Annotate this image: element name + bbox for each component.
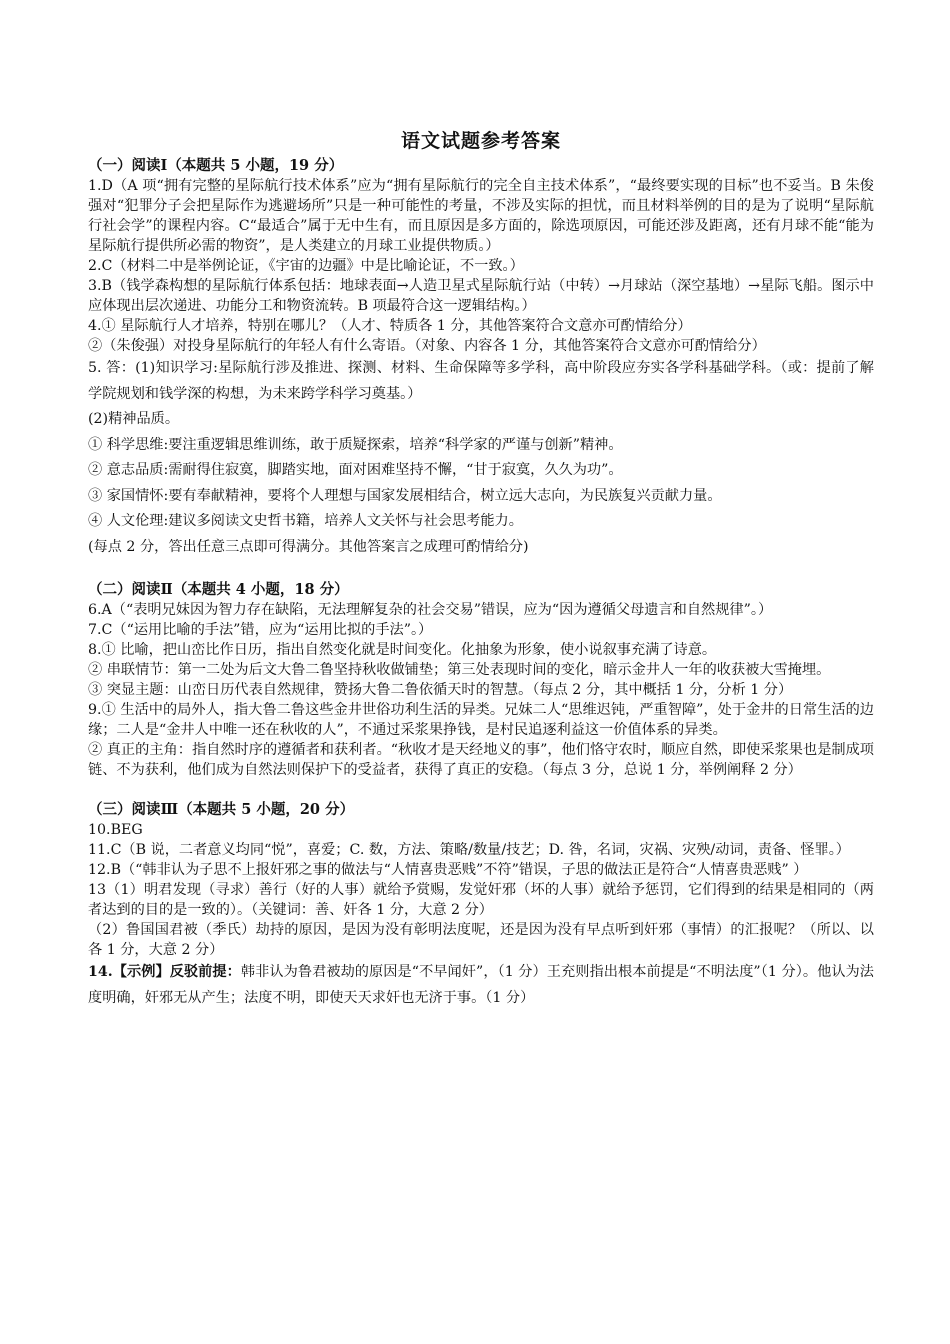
answer-q5-point2: ② 意志品质:需耐得住寂寞，脚踏实地，面对困难坚持不懈，“甘于寂寞，久久为功”。: [88, 462, 623, 478]
section-heading-reading-2: （二）阅读Ⅱ（本题共 4 小题，18 分）: [88, 581, 349, 598]
answer-q4-point1: 4.① 星际航行人才培养，特别在哪儿？（人才、特质各 1 分，其他答案符合文意亦可酌情给分）: [88, 318, 692, 334]
answer-q5-part2-heading: (2)精神品质。: [88, 411, 180, 427]
answer-q14-text: 韩非认为鲁君被劫的原因是“不早闻奸”，（1 分）王充则指出根本前提是“不明法度”（1 分）。他认为法度明确，奸邪无从产生；法度不明，即使天天求奸也无济于事。（1 分）: [88, 964, 874, 1006]
answer-q5-part1: 5. 答：(1)知识学习:星际航行涉及推进、探测、材料、生命保障等多学科，高中阶段应夯实各学科基础学科。（或：提前了解学院规划和钱学深的构想，为未来跨学科学习奠基。）: [88, 360, 874, 402]
page-title: 语文试题参考答案: [400, 130, 561, 152]
answer-q5-point1: ① 科学思维:要注重逻辑思维训练，敢于质疑探索，培养“科学家的严谨与创新”精神。: [88, 436, 623, 453]
answer-q6: 6.A（“表明兄妹因为智力存在缺陷，无法理解复杂的社会交易”错误，应为“因为遵循父母遗言和自然规律”。）: [88, 602, 773, 618]
answer-q2: 2.C（材料二中是举例论证，《宇宙的边疆》中是比喻论证，不一致。）: [88, 258, 524, 274]
answer-q7: 7.C（“运用比喻的手法”错，应为“运用比拟的手法”。）: [88, 622, 433, 638]
answer-q5-point4: ④ 人文伦理:建议多阅读文史哲书籍，培养人文关怀与社会思考能力。: [88, 513, 523, 529]
answer-q11: 11.C（B 说，二者意义均同“悦”，喜爱；C. 数，方法、策略/数量/技艺；D. 咎，名词，灾祸、灾殃/动词，责备、怪罪。）: [88, 842, 850, 858]
answer-q13-part1: 13（1）明君发现（寻求）善行（好的人事）就给予赏赐，发觉奸邪（坏的人事）就给予惩罚，它们得到的结果是相同的（两者达到的目的是一致的）。（关键词：善、奸各 1 分，大意 2 分）: [88, 882, 874, 918]
answer-q3: 3.B（钱学森构想的星际航行体系包括：地球表面→人造卫星式星际航行站（中转）→月球站（深空基地）→星际飞船。图示中应体现出层次递进、功能分工和物资流转。B 项最符合这一逻辑结构。）: [88, 278, 874, 314]
answer-q4-point2: ②（朱俊强）对投身星际航行的年轻人有什么寄语。（对象、内容各 1 分，其他答案符合文意亦可酌情给分）: [88, 338, 766, 354]
answer-page: [88, 128, 874, 1011]
answer-q14: [88, 960, 874, 1011]
answer-q5-point3: ③ 家国情怀:要有奉献精神，要将个人理想与国家发展相结合，树立远大志向，为民族复兴贡献力量。: [88, 487, 722, 504]
answer-q13-part2: （2）鲁国国君被（季氏）劫持的原因，是因为没有彰明法度呢，还是因为没有早点听到奸邪（事情）的汇报呢？（所以、以各 1 分，大意 2 分）: [88, 922, 874, 958]
answer-q1: 1.D（A 项“拥有完整的星际航行技术体系”应为“拥有星际航行的完全自主技术体系”，“最终要实现的目标”也不妥当。B 朱俊强对“犯罪分子会把星际作为逃避场所”只是一种可能性的考量，不涉及实际的担忧，而且材料举例的目的是为了说明“星际航行社会学”的课程内容。C“最适合”属于无中生有，而且原因是多方面的，除选项原因，可能还涉及距离，还有月球不能“能为星际航行提供所必需的物资”，是人类建立的月球工业提供物质。）: [88, 178, 874, 254]
answer-q14-label: 14.【示例】反驳前提：: [88, 964, 241, 980]
answer-q8-point1: 8.① 比喻，把山峦比作日历，指出自然变化就是时间变化。化抽象为形象，使小说叙事充满了诗意。: [88, 642, 717, 658]
answer-q9-point2: ② 真正的主角：指自然时序的遵循者和获利者。“秋收才是天经地义的事”，他们恪守农时，顺应自然，即使采浆果也是制成项链、不为获利，他们成为自然法则保护下的受益者，获得了真正的安稳。（每点 3 分，总说 1 分，举例阐释 2 分）: [88, 742, 874, 778]
answer-q9-point1: 9.① 生活中的局外人，指大鲁二鲁这些金井世俗功利生活的异类。兄妹二人“思维迟钝，严重智障”，处于金井的日常生活的边缘；二人是“金井人中唯一还在秋收的人”，不通过采浆果挣钱，是村民追逐利益这一价值体系的异类。: [88, 702, 874, 738]
answer-q12: 12.B（“韩非认为子思不上报奸邪之事的做法与“人情喜贵恶贱”不符”错误，子思的做法正是符合“人情喜贵恶贱” ）: [88, 862, 808, 878]
answer-q10: 10.BEG: [88, 822, 143, 838]
answer-q8-point3: ③ 突显主题：山峦日历代表自然规律，赞扬大鲁二鲁依循天时的智慧。（每点 2 分，其中概括 1 分，分析 1 分）: [88, 682, 793, 698]
section-heading-reading-1: （一）阅读Ⅰ（本题共 5 小题，19 分）: [88, 157, 344, 174]
section-heading-reading-3: （三）阅读Ⅲ（本题共 5 小题，20 分）: [88, 801, 355, 818]
answer-q5-scoring: (每点 2 分，答出任意三点即可得满分。其他答案言之成理可酌情给分): [88, 538, 529, 555]
answer-q8-point2: ② 串联情节：第一二处为后文大鲁二鲁坚持秋收做铺垫；第三处表现时间的变化，暗示金井人一年的收获被大雪掩埋。: [88, 662, 831, 678]
